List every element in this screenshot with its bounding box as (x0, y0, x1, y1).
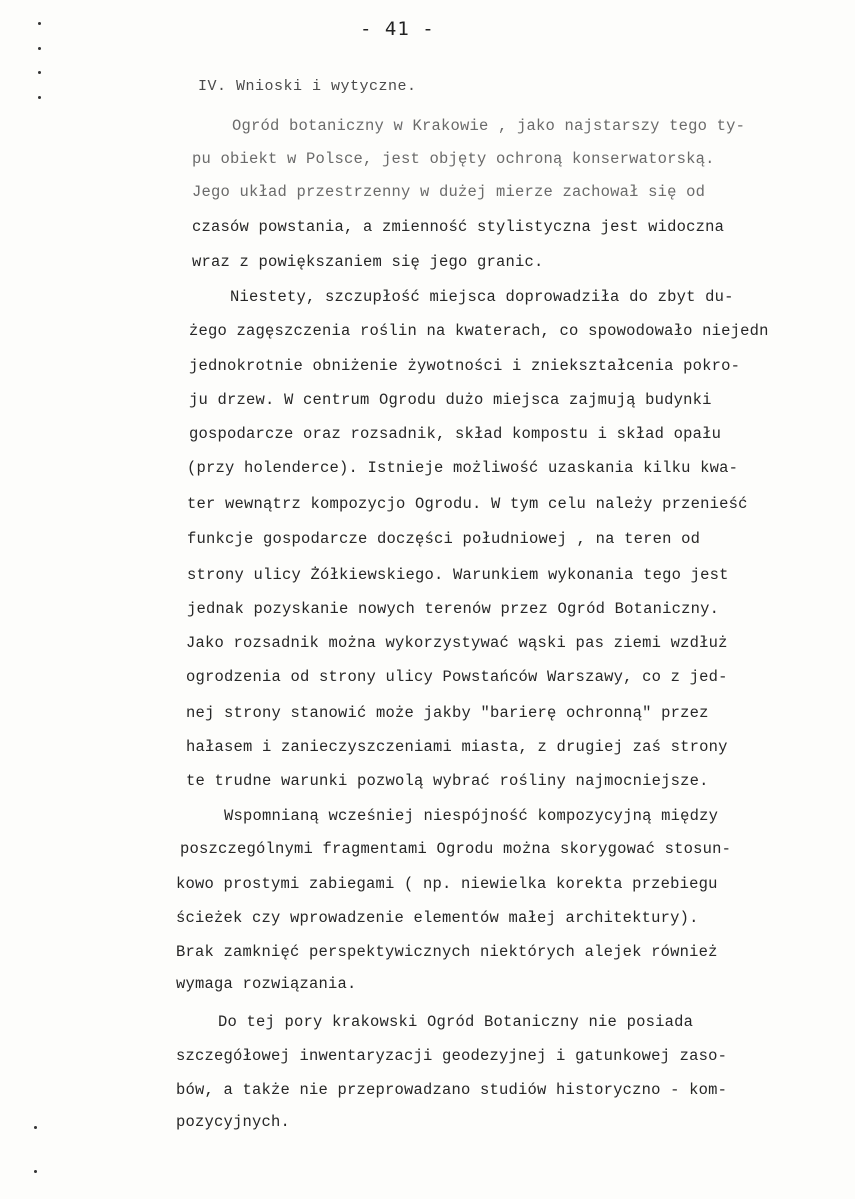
text-line: pozycyjnych. (176, 1113, 291, 1131)
margin-dot (38, 71, 41, 74)
text-line: hałasem i zanieczyszczeniami miasta, z drugiej zaś strony (186, 738, 728, 756)
text-line: nej strony stanowić może jakby "barierę ochronną" przez (186, 704, 709, 722)
text-line: poszczególnymi fragmentami Ogrodu można skorygować stosun- (180, 840, 732, 858)
margin-dot (38, 96, 41, 99)
margin-dot (38, 22, 41, 25)
text-line: Jako rozsadnik można wykorzystywać wąski pas ziemi wzdłuż (186, 634, 728, 652)
text-line: te trudne warunki pozwolą wybrać rośliny najmocniejsze. (186, 772, 709, 790)
text-line: ju drzew. W centrum Ogrodu dużo miejsca zajmują budynki (189, 391, 712, 409)
text-line: czasów powstania, a zmienność stylistyczna jest widoczna (192, 218, 725, 236)
text-line: żego zagęszczenia roślin na kwaterach, co spowodowało niejedn (189, 322, 769, 340)
margin-dot (34, 1126, 37, 1129)
text-line: Jego układ przestrzenny w dużej mierze zachował się od (192, 183, 706, 201)
text-line: bów, a także nie przeprowadzano studiów historyczno - kom- (176, 1081, 728, 1099)
section-heading: IV. Wnioski i wytyczne. (198, 78, 417, 95)
text-line: Niestety, szczupłość miejsca doprowadziła do zbyt du- (230, 288, 734, 306)
text-line: Wspomnianą wcześniej niespójność kompozycyjną między (224, 807, 719, 825)
text-line: funkcje gospodarcze doczęści południowej , na teren od (187, 530, 701, 548)
text-line: jednokrotnie obniżenie żywotności i zniekształcenia pokro- (189, 357, 741, 375)
text-line: pu obiekt w Polsce, jest objęty ochroną konserwatorską. (192, 150, 715, 168)
text-line: kowo prostymi zabiegami ( np. niewielka korekta przebiegu (176, 875, 718, 893)
text-line: ogrodzenia od strony ulicy Powstańców Warszawy, co z jed- (186, 668, 728, 686)
text-line: wraz z powiększaniem się jego granic. (192, 253, 544, 271)
page-number: - 41 - (360, 18, 435, 40)
text-line: gospodarcze oraz rozsadnik, skład kompostu i skład opału (189, 425, 722, 443)
text-line: ter wewnątrz kompozycjo Ogrodu. W tym celu należy przenieść (187, 495, 748, 513)
text-line: Ogród botaniczny w Krakowie , jako najstarszy tego ty- (232, 117, 746, 135)
margin-dot (34, 1170, 37, 1173)
text-line: szczegółowej inwentaryzacji geodezyjnej i gatunkowej zaso- (176, 1047, 728, 1065)
text-line: ścieżek czy wprowadzenie elementów małej architektury). (176, 909, 699, 927)
text-line: (przy holenderce). Istnieje możliwość uzaskania kilku kwa- (187, 459, 739, 477)
text-line: Do tej pory krakowski Ogród Botaniczny nie posiada (218, 1013, 694, 1031)
text-line: wymaga rozwiązania. (176, 975, 357, 993)
text-line: jednak pozyskanie nowych terenów przez Ogród Botaniczny. (187, 600, 720, 618)
margin-dot (38, 47, 41, 50)
text-line: strony ulicy Żółkiewskiego. Warunkiem wykonania tego jest (187, 566, 729, 584)
text-line: Brak zamknięć perspektywicznych niektórych alejek również (176, 943, 718, 961)
